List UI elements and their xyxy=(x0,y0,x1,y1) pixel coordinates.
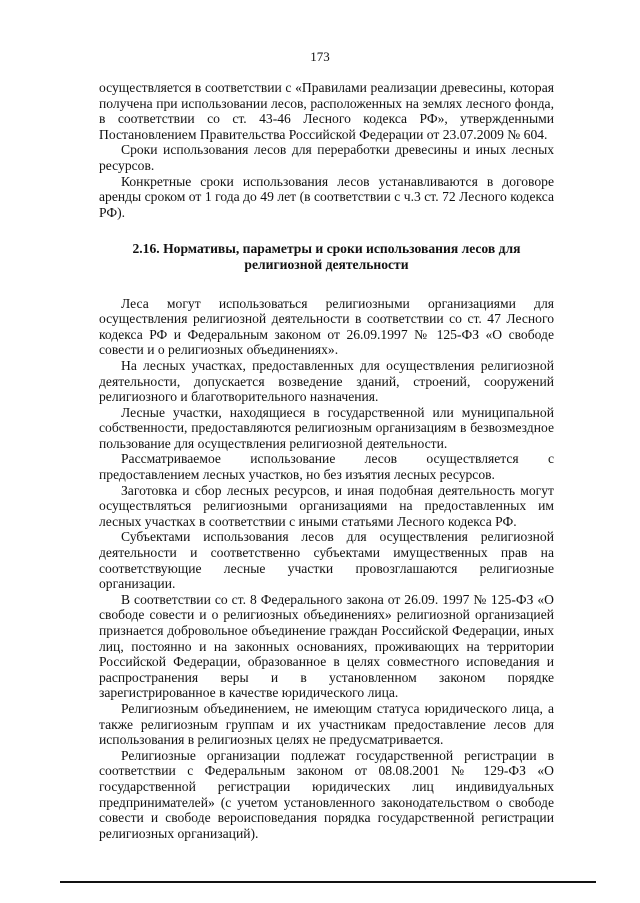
paragraph: Заготовка и сбор лесных ресурсов, и иная подобная деятельность могут осуществляться религиозными организациями на предоставленных им лесных участках в соответствии с иными статьями Лесного кодекса РФ. xyxy=(99,482,554,529)
paragraph: Религиозным объединением, не имеющим статуса юридического лица, а также религиозным группам и их участникам предоставление лесов для использования в религиозных целях не предусматривается. xyxy=(99,700,554,748)
paragraph: Лесные участки, находящиеся в государственной или муниципальной собственности, предоставляются религиозным организациям в безвозмездное пользование для осуществления религиозной деятельности. xyxy=(99,404,554,451)
paragraph: Субъектами использования лесов для осуществления религиозной деятельности и соответственно субъектами имущественных прав на соответствующие лесные участки провозглашаются религиозные организации. xyxy=(99,529,554,592)
paragraph: На лесных участках, предоставленных для осуществления религиозной деятельности, допускается возведение зданий, строений, сооружений религиозного и благотворительного назначения. xyxy=(99,357,554,405)
paragraph: Конкретные сроки использования лесов устанавливаются в договоре аренды сроком от 1 года до 49 лет (в соответствии с ч.3 ст. 72 Лесного кодекса РФ). xyxy=(99,173,554,220)
paragraph: Рассматриваемое использование лесов осуществляется с предоставлением лесных участков, но без изъятия лесных ресурсов. xyxy=(99,451,554,483)
body-text xyxy=(99,80,554,841)
page-number: 173 xyxy=(310,49,330,64)
section-heading: 2.16. Нормативы, параметры и сроки использования лесов для религиозной деятельности xyxy=(132,241,521,272)
paragraph: Леса могут использоваться религиозными организациями для осуществления религиозной деятельности в соответствии со ст. 47 Лесного кодекса РФ и Федеральным законом от 26.09.1997 № 125-ФЗ «О свободе совести и о религиозных объединениях». xyxy=(99,295,554,358)
footer-divider xyxy=(60,881,596,883)
paragraph: Сроки использования лесов для переработки древесины и иных лесных ресурсов. xyxy=(99,142,554,173)
paragraph: Религиозные организации подлежат государственной регистрации в соответствии с Федеральным законом от 08.08.2001 № 129-ФЗ «О государственной регистрации юридических лиц индивидуальных предпринимателей» (с учетом установленного законодательством о свободе совести и свободе вероисповедания порядка государственной регистрации религиозных организаций). xyxy=(99,747,554,841)
paragraph: В соответствии со ст. 8 Федерального закона от 26.09. 1997 № 125-ФЗ «О свободе совести и о религиозных объединениях» религиозной организацией признается добровольное объединение граждан Российской Федерации, иных лиц, постоянно и на законных основаниях, проживающих на территории Российской Федерации, образованное в целях совместного исповедания и распространения веры и в установленном законом порядке зарегистрированное в качестве юридического лица. xyxy=(99,591,554,701)
paragraph-continued: осуществляется в соответствии с «Правилами реализации древесины, которая получена при использовании лесов, расположенных на землях лесного фонда, в соответствии со ст. 43-46 Лесного кодекса РФ», утвержденными Постановлением Правительства Российской Федерации от 23.07.2009 № 604. xyxy=(99,80,554,142)
